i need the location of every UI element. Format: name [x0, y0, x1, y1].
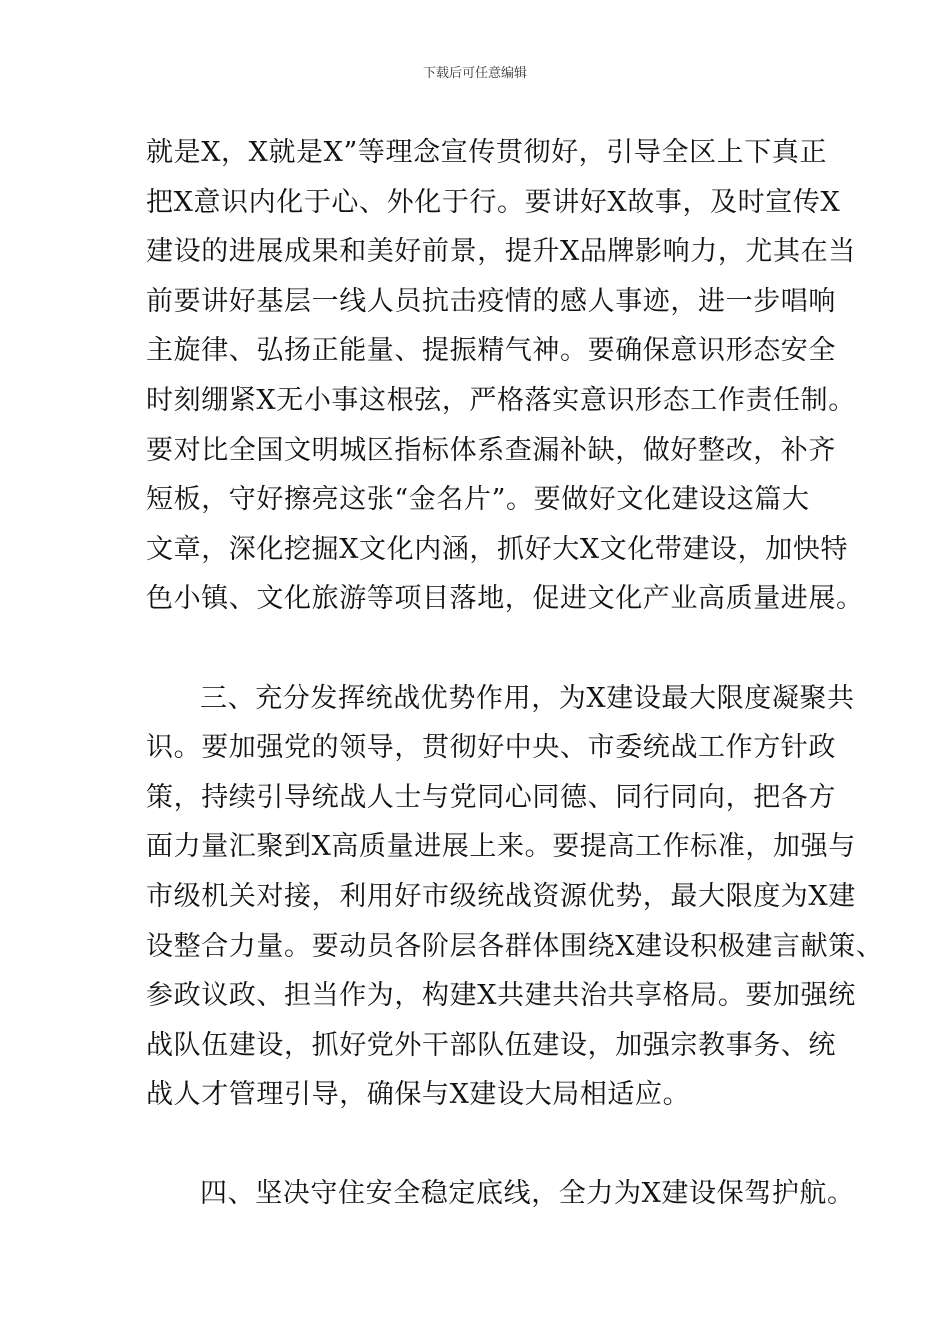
text-line: 前要讲好基层一线人员抗击疫情的感人事迹，进一步唱响: [146, 285, 836, 317]
text-line: 参政议政、担当作为，构建X共建共治共享格局。要加强统: [146, 980, 856, 1012]
paragraph-spacer: [146, 624, 816, 674]
text-line: 把X意识内化于心、外化于行。要讲好X故事，及时宣传X: [146, 186, 841, 218]
text-line: 短板，守好擦亮这张“金名片”。要做好文化建设这篇大: [146, 484, 810, 516]
text-line: 识。要加强党的领导，贯彻好中央、市委统战工作方针政: [146, 732, 836, 764]
text-line-first: 三、充分发挥统战优势作用，为X建设最大限度凝聚共: [200, 682, 855, 714]
text-line: 设整合力量。要动员各阶层各群体围绕X建设积极建言献策、: [146, 930, 884, 962]
text-line: 面力量汇聚到X高质量进展上来。要提高工作标准，加强与: [146, 831, 856, 863]
text-line: 市级机关对接，利用好市级统战资源优势，最大限度为X建: [146, 880, 856, 912]
paragraph-section-three: [146, 674, 884, 1120]
text-line: 策，持续引导统战人士与党同心同德、同行同向，把各方: [146, 781, 836, 813]
text-line: 文章，深化挖掘X文化内涵，抓好大X文化带建设，加快特: [146, 533, 849, 565]
text-line: 时刻绷紧X无小事这根弦，严格落实意识形态工作责任制。: [146, 384, 856, 416]
text-line: 战队伍建设，抓好党外干部队伍建设，加强宗教事务、统: [146, 1029, 836, 1061]
paragraph-spacer: [146, 1120, 816, 1170]
text-line: 色小镇、文化旅游等项目落地，促进文化产业高质量进展。: [146, 583, 864, 615]
paragraph-section-four: [146, 1169, 855, 1219]
paragraph: [146, 128, 864, 624]
text-line: 建设的进展成果和美好前景，提升X品牌影响力，尤其在当: [146, 236, 856, 268]
text-line: 要对比全国文明城区指标体系查漏补缺，做好整改，补齐: [146, 434, 836, 466]
text-line-first: 四、坚决守住安全稳定底线，全力为X建设保驾护航。: [200, 1178, 855, 1210]
text-line: 战人才管理引导，确保与X建设大局相适应。: [146, 1079, 691, 1111]
document-body: [146, 128, 884, 1219]
page-header: 下载后可任意编辑: [422, 66, 527, 81]
text-line: 就是X，X就是X”等理念宣传贯彻好，引导全区上下真正: [146, 137, 828, 168]
text-line: 主旋律、弘扬正能量、提振精气神。要确保意识形态安全: [146, 335, 836, 367]
